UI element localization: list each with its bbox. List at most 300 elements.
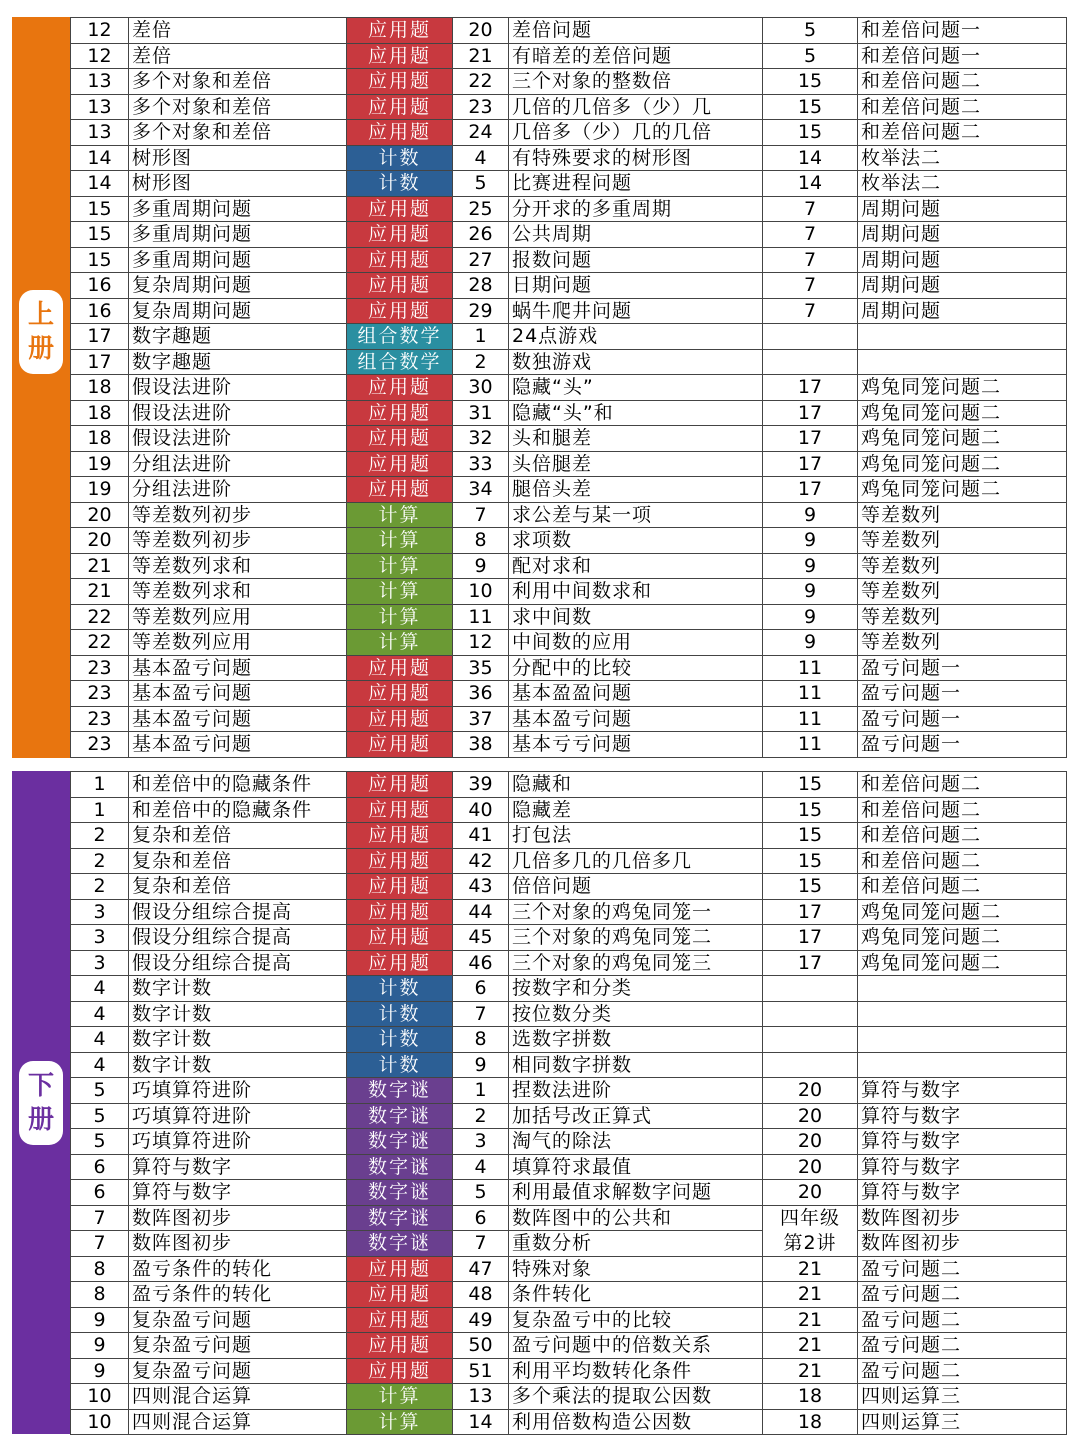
ref-chapter-cell: 17	[763, 400, 858, 426]
ref-title-cell: 求公差与某一项	[509, 502, 763, 528]
lesson-number-cell: 13	[71, 69, 129, 95]
lesson-number-cell: 6	[71, 1180, 129, 1206]
topic-tag-cell: 计算	[347, 1409, 453, 1435]
ref-chapter-cell: 15	[763, 69, 858, 95]
ref-number-cell: 22	[453, 69, 509, 95]
ref-title-cell: 基本盈亏问题	[509, 706, 763, 732]
ref-topic-cell: 和差倍问题二	[858, 823, 1067, 849]
ref-number-cell: 30	[453, 375, 509, 401]
ref-topic-cell: 盈亏问题一	[858, 732, 1067, 758]
table-row	[71, 426, 1067, 452]
ref-title-cell: 隐藏“头”	[509, 375, 763, 401]
lesson-title-cell: 假设法进阶	[129, 400, 347, 426]
table-row	[71, 324, 1067, 350]
lesson-number-cell: 23	[71, 681, 129, 707]
table-row	[71, 874, 1067, 900]
ref-topic-cell: 周期问题	[858, 222, 1067, 248]
lesson-number-cell: 14	[71, 145, 129, 171]
ref-title-cell: 重数分析	[509, 1231, 763, 1257]
ref-number-cell: 2	[453, 349, 509, 375]
table-row	[71, 797, 1067, 823]
ref-chapter-cell: 18	[763, 1384, 858, 1410]
ref-title-cell: 特殊对象	[509, 1256, 763, 1282]
ref-number-cell: 20	[453, 18, 509, 44]
topic-tag-cell: 应用题	[347, 655, 453, 681]
table-row	[71, 298, 1067, 324]
ref-title-cell: 有暗差的差倍问题	[509, 43, 763, 69]
lesson-title-cell: 和差倍中的隐藏条件	[129, 772, 347, 798]
ref-number-cell: 28	[453, 273, 509, 299]
ref-chapter-cell: 9	[763, 528, 858, 554]
lesson-title-cell: 基本盈亏问题	[129, 681, 347, 707]
ref-title-cell: 24点游戏	[509, 324, 763, 350]
ref-title-cell: 三个对象的鸡兔同笼二	[509, 925, 763, 951]
ref-number-cell: 35	[453, 655, 509, 681]
upper-volume-label	[19, 290, 63, 374]
ref-title-cell: 基本盈盈问题	[509, 681, 763, 707]
ref-topic-cell: 周期问题	[858, 247, 1067, 273]
table-row	[71, 1384, 1067, 1410]
ref-topic-cell: 算符与数字	[858, 1180, 1067, 1206]
lesson-number-cell: 4	[71, 976, 129, 1002]
ref-chapter-cell: 9	[763, 604, 858, 630]
lesson-number-cell: 20	[71, 502, 129, 528]
topic-tag-cell: 应用题	[347, 1307, 453, 1333]
ref-topic-cell: 算符与数字	[858, 1103, 1067, 1129]
table-row	[71, 1333, 1067, 1359]
lesson-number-cell: 8	[71, 1256, 129, 1282]
table-row	[71, 732, 1067, 758]
topic-tag-cell: 应用题	[347, 273, 453, 299]
topic-tag-cell: 应用题	[347, 874, 453, 900]
table-row	[71, 706, 1067, 732]
topic-tag-cell: 应用题	[347, 950, 453, 976]
topic-tag-cell: 应用题	[347, 451, 453, 477]
ref-topic-cell: 等差数列	[858, 502, 1067, 528]
lesson-title-cell: 盈亏条件的转化	[129, 1282, 347, 1308]
ref-title-cell: 三个对象的鸡兔同笼一	[509, 899, 763, 925]
ref-title-cell: 利用平均数转化条件	[509, 1358, 763, 1384]
lesson-title-cell: 假设分组综合提高	[129, 899, 347, 925]
ref-number-cell: 5	[453, 1180, 509, 1206]
table-row	[71, 1180, 1067, 1206]
table-row	[71, 1129, 1067, 1155]
ref-topic-cell: 枚举法二	[858, 145, 1067, 171]
table-row	[71, 247, 1067, 273]
ref-chapter-cell	[763, 1205, 858, 1256]
ref-chapter-line: 第2讲	[783, 1231, 837, 1254]
ref-title-cell: 加括号改正算式	[509, 1103, 763, 1129]
lesson-title-cell: 四则混合运算	[129, 1409, 347, 1435]
ref-chapter-cell: 7	[763, 298, 858, 324]
ref-title-cell: 按位数分类	[509, 1001, 763, 1027]
ref-number-cell: 5	[453, 171, 509, 197]
topic-tag-cell: 组合数学	[347, 349, 453, 375]
lesson-title-cell: 等差数列求和	[129, 553, 347, 579]
ref-topic-cell: 盈亏问题二	[858, 1307, 1067, 1333]
lesson-number-cell: 23	[71, 655, 129, 681]
topic-tag-cell: 数字谜	[347, 1078, 453, 1104]
ref-title-cell: 比赛进程问题	[509, 171, 763, 197]
ref-number-cell: 4	[453, 145, 509, 171]
ref-title-cell: 隐藏“头”和	[509, 400, 763, 426]
lesson-number-cell: 18	[71, 375, 129, 401]
ref-chapter-cell: 15	[763, 797, 858, 823]
table-row	[71, 823, 1067, 849]
lesson-number-cell: 6	[71, 1154, 129, 1180]
ref-topic-cell	[858, 976, 1067, 1002]
table-row	[71, 120, 1067, 146]
ref-title-cell: 分开求的多重周期	[509, 196, 763, 222]
ref-topic-cell: 鸡兔同笼问题二	[858, 375, 1067, 401]
ref-topic-cell: 盈亏问题一	[858, 681, 1067, 707]
lesson-title-cell: 基本盈亏问题	[129, 732, 347, 758]
lesson-number-cell: 15	[71, 222, 129, 248]
ref-topic-cell: 数阵图初步	[858, 1205, 1067, 1231]
ref-topic-cell: 鸡兔同笼问题二	[858, 451, 1067, 477]
lesson-number-cell: 12	[71, 18, 129, 44]
table-row	[71, 477, 1067, 503]
upper-volume-section	[12, 17, 1068, 758]
lesson-title-cell: 假设法进阶	[129, 375, 347, 401]
topic-tag-cell: 数字谜	[347, 1129, 453, 1155]
ref-title-cell: 多个乘法的提取公因数	[509, 1384, 763, 1410]
lesson-number-cell: 18	[71, 400, 129, 426]
lesson-title-cell: 复杂周期问题	[129, 298, 347, 324]
lesson-number-cell: 16	[71, 298, 129, 324]
lesson-title-cell: 基本盈亏问题	[129, 655, 347, 681]
topic-tag-cell: 数字谜	[347, 1205, 453, 1231]
ref-topic-cell: 鸡兔同笼问题二	[858, 400, 1067, 426]
ref-chapter-cell: 15	[763, 874, 858, 900]
table-row	[71, 145, 1067, 171]
ref-number-cell: 1	[453, 324, 509, 350]
ref-topic-cell: 鸡兔同笼问题二	[858, 925, 1067, 951]
topic-tag-cell: 应用题	[347, 477, 453, 503]
lesson-title-cell: 分组法进阶	[129, 477, 347, 503]
ref-chapter-cell	[763, 976, 858, 1002]
topic-tag-cell: 计算	[347, 528, 453, 554]
table-row	[71, 400, 1067, 426]
ref-chapter-cell: 20	[763, 1103, 858, 1129]
ref-topic-cell: 算符与数字	[858, 1129, 1067, 1155]
ref-chapter-cell	[763, 324, 858, 350]
ref-title-cell: 捏数法进阶	[509, 1078, 763, 1104]
ref-topic-cell: 盈亏问题二	[858, 1256, 1067, 1282]
ref-title-cell: 差倍问题	[509, 18, 763, 44]
topic-tag-cell: 应用题	[347, 94, 453, 120]
ref-chapter-cell: 14	[763, 171, 858, 197]
lesson-number-cell: 19	[71, 451, 129, 477]
lesson-title-cell: 多个对象和差倍	[129, 94, 347, 120]
ref-chapter-cell: 15	[763, 94, 858, 120]
ref-chapter-cell: 20	[763, 1154, 858, 1180]
lesson-number-cell: 17	[71, 324, 129, 350]
lesson-title-cell: 基本盈亏问题	[129, 706, 347, 732]
ref-title-cell: 按数字和分类	[509, 976, 763, 1002]
ref-chapter-cell: 20	[763, 1180, 858, 1206]
lesson-title-cell: 假设分组综合提高	[129, 950, 347, 976]
ref-number-cell: 1	[453, 1078, 509, 1104]
ref-topic-cell	[858, 1027, 1067, 1053]
ref-chapter-cell: 21	[763, 1256, 858, 1282]
ref-chapter-cell: 17	[763, 950, 858, 976]
ref-number-cell: 51	[453, 1358, 509, 1384]
ref-topic-cell: 和差倍问题一	[858, 43, 1067, 69]
ref-number-cell: 31	[453, 400, 509, 426]
lesson-title-cell: 和差倍中的隐藏条件	[129, 797, 347, 823]
upper-volume-side-bar	[12, 17, 70, 758]
lesson-number-cell: 18	[71, 426, 129, 452]
lower-volume-table	[70, 771, 1067, 1435]
ref-topic-cell: 等差数列	[858, 630, 1067, 656]
ref-chapter-cell: 9	[763, 579, 858, 605]
table-row	[71, 976, 1067, 1002]
ref-chapter-cell: 21	[763, 1307, 858, 1333]
ref-chapter-cell: 18	[763, 1409, 858, 1435]
lesson-number-cell: 21	[71, 553, 129, 579]
ref-number-cell: 12	[453, 630, 509, 656]
ref-number-cell: 43	[453, 874, 509, 900]
ref-topic-cell: 鸡兔同笼问题二	[858, 950, 1067, 976]
lesson-title-cell: 算符与数字	[129, 1154, 347, 1180]
topic-tag-cell: 数字谜	[347, 1231, 453, 1257]
ref-chapter-cell: 17	[763, 451, 858, 477]
ref-title-cell: 几倍多（少）几的几倍	[509, 120, 763, 146]
ref-chapter-cell: 5	[763, 18, 858, 44]
table-row	[71, 1231, 1067, 1257]
ref-number-cell: 49	[453, 1307, 509, 1333]
ref-chapter-cell: 11	[763, 681, 858, 707]
topic-tag-cell: 应用题	[347, 375, 453, 401]
table-row	[71, 579, 1067, 605]
lesson-title-cell: 等差数列初步	[129, 502, 347, 528]
ref-title-cell: 数独游戏	[509, 349, 763, 375]
table-row	[71, 273, 1067, 299]
topic-tag-cell: 应用题	[347, 18, 453, 44]
ref-topic-cell: 数阵图初步	[858, 1231, 1067, 1257]
table-row	[71, 1078, 1067, 1104]
lesson-number-cell: 22	[71, 604, 129, 630]
ref-chapter-cell: 15	[763, 848, 858, 874]
ref-topic-cell: 等差数列	[858, 604, 1067, 630]
topic-tag-cell: 应用题	[347, 426, 453, 452]
table-row	[71, 528, 1067, 554]
table-row	[71, 655, 1067, 681]
table-row	[71, 1154, 1067, 1180]
ref-chapter-cell: 17	[763, 426, 858, 452]
table-row	[71, 1256, 1067, 1282]
topic-tag-cell: 应用题	[347, 69, 453, 95]
ref-number-cell: 8	[453, 1027, 509, 1053]
table-row	[71, 1307, 1067, 1333]
ref-topic-cell: 和差倍问题二	[858, 69, 1067, 95]
ref-number-cell: 48	[453, 1282, 509, 1308]
table-row	[71, 1052, 1067, 1078]
topic-tag-cell: 应用题	[347, 247, 453, 273]
ref-chapter-cell: 17	[763, 477, 858, 503]
ref-title-cell: 有特殊要求的树形图	[509, 145, 763, 171]
ref-title-cell: 隐藏和	[509, 772, 763, 798]
lesson-title-cell: 数字计数	[129, 1001, 347, 1027]
topic-tag-cell: 计数	[347, 1027, 453, 1053]
ref-title-cell: 倍倍问题	[509, 874, 763, 900]
topic-tag-cell: 应用题	[347, 400, 453, 426]
ref-number-cell: 27	[453, 247, 509, 273]
ref-number-cell: 29	[453, 298, 509, 324]
lesson-title-cell: 数阵图初步	[129, 1205, 347, 1231]
topic-tag-cell: 计数	[347, 1001, 453, 1027]
lesson-number-cell: 7	[71, 1231, 129, 1257]
ref-title-cell: 基本亏亏问题	[509, 732, 763, 758]
ref-chapter-cell: 17	[763, 899, 858, 925]
ref-title-cell: 打包法	[509, 823, 763, 849]
ref-topic-cell: 盈亏问题一	[858, 706, 1067, 732]
ref-topic-cell: 等差数列	[858, 579, 1067, 605]
lesson-number-cell: 2	[71, 823, 129, 849]
upper-volume-table	[70, 17, 1067, 758]
lesson-number-cell: 3	[71, 925, 129, 951]
ref-number-cell: 50	[453, 1333, 509, 1359]
ref-number-cell: 9	[453, 553, 509, 579]
lesson-number-cell: 5	[71, 1129, 129, 1155]
ref-number-cell: 24	[453, 120, 509, 146]
lesson-title-cell: 多重周期问题	[129, 247, 347, 273]
ref-chapter-cell: 7	[763, 247, 858, 273]
ref-topic-cell	[858, 1001, 1067, 1027]
ref-title-cell: 日期问题	[509, 273, 763, 299]
ref-number-cell: 4	[453, 1154, 509, 1180]
ref-number-cell: 42	[453, 848, 509, 874]
lower-volume-side-bar	[12, 771, 70, 1434]
lesson-title-cell: 多重周期问题	[129, 222, 347, 248]
table-row	[71, 375, 1067, 401]
ref-title-cell: 三个对象的鸡兔同笼三	[509, 950, 763, 976]
lesson-title-cell: 巧填算符进阶	[129, 1129, 347, 1155]
lesson-title-cell: 假设法进阶	[129, 426, 347, 452]
topic-tag-cell: 计算	[347, 579, 453, 605]
lesson-title-cell: 盈亏条件的转化	[129, 1256, 347, 1282]
upper-volume-label-char-2: 册	[27, 334, 54, 364]
ref-topic-cell: 和差倍问题二	[858, 772, 1067, 798]
lesson-title-cell: 数阵图初步	[129, 1231, 347, 1257]
ref-topic-cell: 和差倍问题一	[858, 18, 1067, 44]
topic-tag-cell: 数字谜	[347, 1180, 453, 1206]
ref-title-cell: 求中间数	[509, 604, 763, 630]
ref-topic-cell	[858, 1052, 1067, 1078]
ref-topic-cell: 周期问题	[858, 298, 1067, 324]
lesson-title-cell: 差倍	[129, 18, 347, 44]
lesson-number-cell: 3	[71, 950, 129, 976]
table-row	[71, 171, 1067, 197]
lesson-number-cell: 16	[71, 273, 129, 299]
ref-chapter-cell: 11	[763, 732, 858, 758]
lower-volume-section	[12, 771, 1068, 1434]
ref-topic-cell	[858, 349, 1067, 375]
lesson-number-cell: 19	[71, 477, 129, 503]
lesson-number-cell: 3	[71, 899, 129, 925]
ref-title-cell: 求项数	[509, 528, 763, 554]
topic-tag-cell: 计数	[347, 145, 453, 171]
topic-tag-cell: 计算	[347, 604, 453, 630]
ref-chapter-cell: 5	[763, 43, 858, 69]
lesson-number-cell: 13	[71, 120, 129, 146]
ref-number-cell: 41	[453, 823, 509, 849]
topic-tag-cell: 应用题	[347, 120, 453, 146]
ref-title-cell: 公共周期	[509, 222, 763, 248]
topic-tag-cell: 应用题	[347, 1282, 453, 1308]
ref-title-cell: 数阵图中的公共和	[509, 1205, 763, 1231]
ref-number-cell: 8	[453, 528, 509, 554]
ref-chapter-cell	[763, 1052, 858, 1078]
lesson-number-cell: 1	[71, 772, 129, 798]
lesson-number-cell: 4	[71, 1052, 129, 1078]
topic-tag-cell: 应用题	[347, 681, 453, 707]
ref-topic-cell: 四则运算三	[858, 1384, 1067, 1410]
table-row	[71, 681, 1067, 707]
topic-tag-cell: 应用题	[347, 772, 453, 798]
ref-title-cell: 配对求和	[509, 553, 763, 579]
lesson-number-cell: 14	[71, 171, 129, 197]
lower-volume-label-char-1: 下	[27, 1071, 54, 1101]
lesson-number-cell: 15	[71, 247, 129, 273]
lesson-number-cell: 17	[71, 349, 129, 375]
ref-title-cell: 选数字拼数	[509, 1027, 763, 1053]
ref-chapter-line: 四年级	[779, 1206, 840, 1229]
ref-number-cell: 36	[453, 681, 509, 707]
topic-tag-cell: 数字谜	[347, 1154, 453, 1180]
table-row	[71, 18, 1067, 44]
table-row	[71, 43, 1067, 69]
lesson-title-cell: 分组法进阶	[129, 451, 347, 477]
table-row	[71, 899, 1067, 925]
ref-title-cell: 复杂盈亏中的比较	[509, 1307, 763, 1333]
lesson-number-cell: 4	[71, 1027, 129, 1053]
lesson-number-cell: 22	[71, 630, 129, 656]
ref-topic-cell: 鸡兔同笼问题二	[858, 477, 1067, 503]
table-row	[71, 451, 1067, 477]
ref-number-cell: 2	[453, 1103, 509, 1129]
ref-number-cell: 21	[453, 43, 509, 69]
lesson-number-cell: 2	[71, 848, 129, 874]
lesson-number-cell: 10	[71, 1384, 129, 1410]
topic-tag-cell: 计算	[347, 1384, 453, 1410]
lower-volume-label	[19, 1061, 63, 1145]
ref-number-cell: 33	[453, 451, 509, 477]
lesson-title-cell: 多个对象和差倍	[129, 69, 347, 95]
ref-title-cell: 淘气的除法	[509, 1129, 763, 1155]
lesson-number-cell: 4	[71, 1001, 129, 1027]
table-row	[71, 1282, 1067, 1308]
lesson-title-cell: 假设分组综合提高	[129, 925, 347, 951]
ref-chapter-cell: 15	[763, 823, 858, 849]
table-row	[71, 69, 1067, 95]
topic-tag-cell: 计数	[347, 1052, 453, 1078]
topic-tag-cell: 计数	[347, 976, 453, 1002]
lesson-number-cell: 20	[71, 528, 129, 554]
ref-chapter-cell: 7	[763, 222, 858, 248]
topic-tag-cell: 应用题	[347, 222, 453, 248]
topic-tag-cell: 应用题	[347, 732, 453, 758]
table-row	[71, 222, 1067, 248]
ref-title-cell: 腿倍头差	[509, 477, 763, 503]
lesson-title-cell: 巧填算符进阶	[129, 1078, 347, 1104]
lesson-number-cell: 5	[71, 1103, 129, 1129]
ref-chapter-cell	[763, 1027, 858, 1053]
table-row	[71, 1358, 1067, 1384]
ref-topic-cell: 和差倍问题二	[858, 848, 1067, 874]
lesson-number-cell: 1	[71, 797, 129, 823]
